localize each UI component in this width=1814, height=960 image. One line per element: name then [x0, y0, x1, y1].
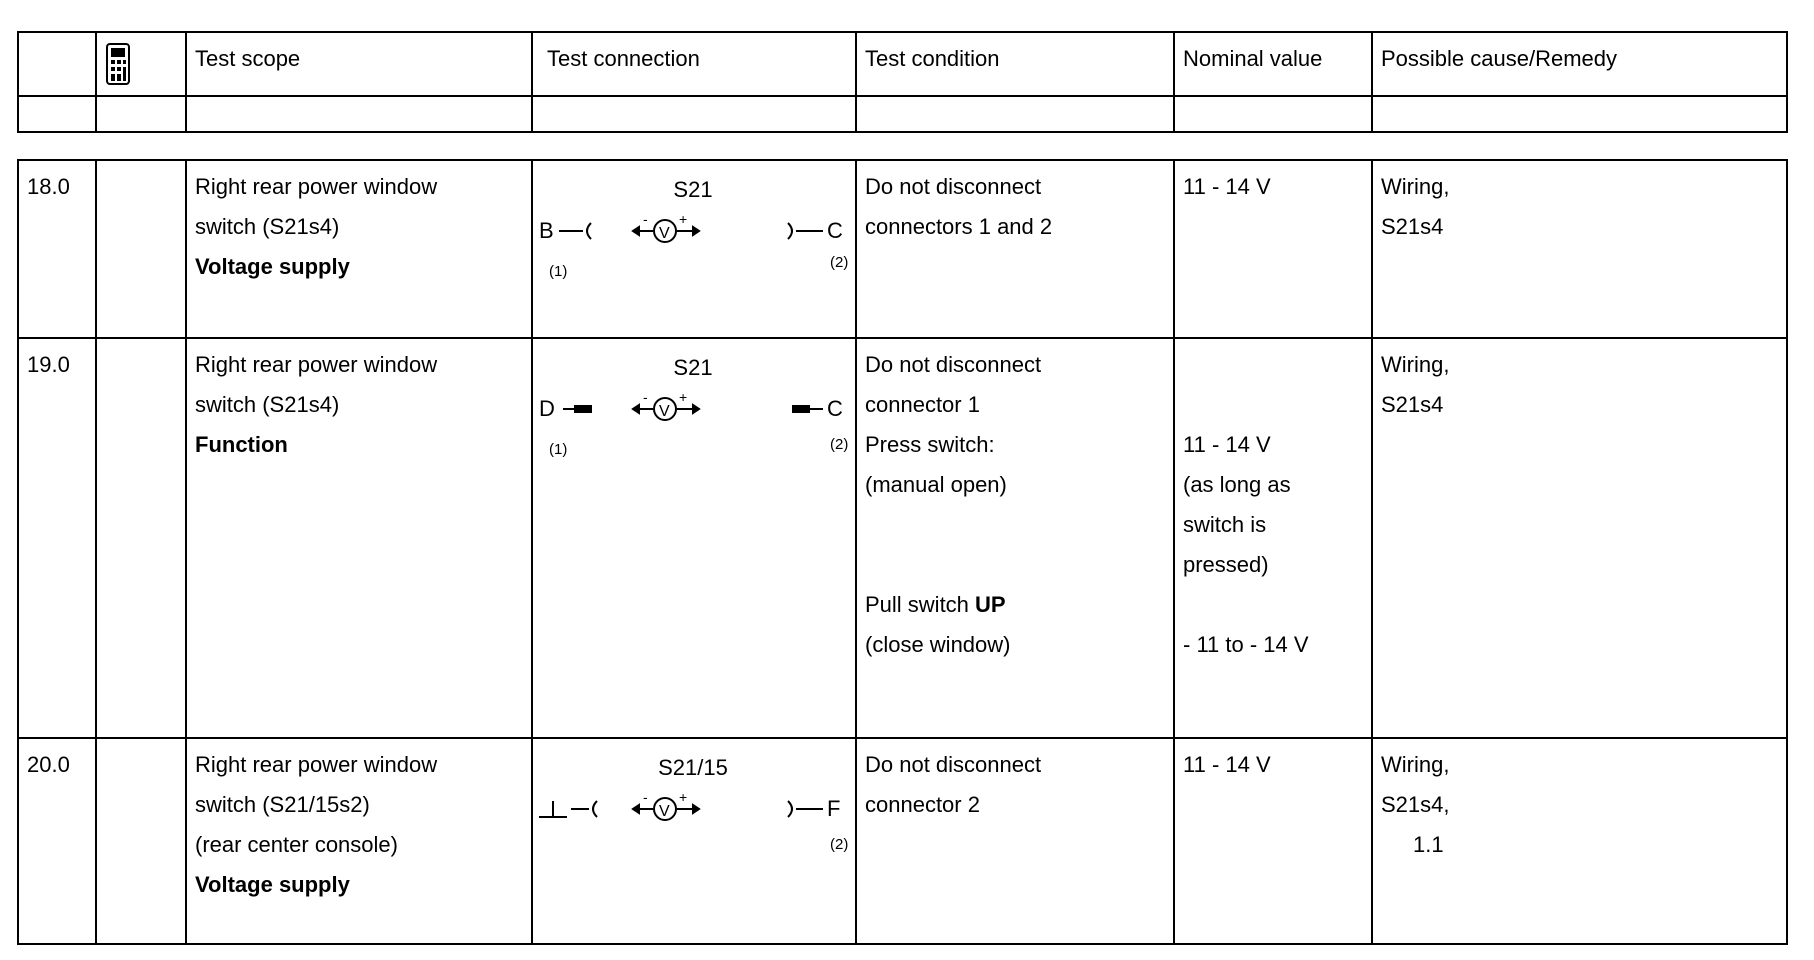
header-nominal-value: Nominal value	[1174, 32, 1372, 96]
svg-text:+: +	[679, 389, 688, 405]
right-connector-note: (2)	[830, 836, 849, 853]
header-spacer-row	[18, 96, 1787, 132]
blank-line	[865, 545, 1165, 585]
test-scope-cell	[186, 738, 532, 944]
table-row	[18, 338, 1787, 738]
header-test-condition: Test condition	[856, 32, 1174, 96]
step-number: 19.0	[18, 338, 96, 738]
component-label: S21	[673, 355, 713, 380]
svg-text:+: +	[679, 789, 688, 805]
connection-diagram	[533, 339, 855, 515]
component-label: S21	[673, 177, 713, 202]
cause-line: Wiring,	[1381, 752, 1450, 777]
right-pin-icon	[793, 406, 823, 412]
header-device-cell	[96, 32, 186, 96]
test-scope-cell	[186, 160, 532, 338]
test-connection-cell	[532, 160, 856, 338]
condition-line	[865, 585, 1165, 625]
left-pin-label: B	[539, 218, 554, 243]
test-scope-cell	[186, 338, 532, 738]
scope-line: Right rear power window	[195, 352, 438, 377]
component-label: S21/15	[658, 755, 728, 780]
header-test-scope: Test scope	[186, 32, 532, 96]
spacer-cell	[532, 96, 856, 132]
svg-text:-: -	[643, 789, 648, 805]
blank-line	[865, 505, 1165, 545]
cause-line: Wiring,	[1381, 352, 1450, 377]
test-condition-cell	[856, 160, 1174, 338]
blank-line	[1183, 585, 1363, 625]
scope-title: Function	[195, 432, 288, 457]
spacer-cell	[96, 96, 186, 132]
condition-line: connectors 1 and 2	[865, 214, 1053, 239]
possible-cause-cell	[1372, 160, 1787, 338]
nominal-line: pressed)	[1183, 552, 1269, 577]
scope-line: Right rear power window	[195, 752, 438, 777]
voltmeter-icon	[633, 211, 699, 242]
condition-line: (close window)	[865, 632, 1011, 657]
condition-line: connector 1	[865, 392, 980, 417]
table-row	[18, 738, 1787, 944]
right-connector-note: (2)	[830, 436, 849, 453]
cause-line: 1.1	[1413, 832, 1444, 857]
right-connector-note: (2)	[830, 254, 849, 271]
svg-text:-: -	[643, 389, 648, 405]
right-plug-icon	[788, 223, 823, 239]
nominal-line: 11 - 14 V	[1183, 432, 1271, 457]
right-pin-label: C	[827, 396, 843, 421]
nominal-value-cell	[1174, 338, 1372, 738]
nominal-value-cell	[1174, 738, 1372, 944]
header-step-cell	[18, 32, 96, 96]
scope-title: Voltage supply	[195, 872, 350, 897]
meter-label: V	[659, 403, 670, 420]
test-condition-cell	[856, 338, 1174, 738]
table-row	[18, 160, 1787, 338]
scope-line: switch (S21/15s2)	[195, 792, 370, 817]
header-test-connection: Test connection	[532, 32, 856, 96]
header-possible-cause: Possible cause/Remedy	[1372, 32, 1787, 96]
test-connection-cell	[532, 338, 856, 738]
left-socket-icon	[559, 223, 591, 239]
scope-line: switch (S21s4)	[195, 392, 340, 417]
condition-line: Do not disconnect	[865, 752, 1042, 777]
step-number: 18.0	[18, 160, 96, 338]
cause-line: Wiring,	[1381, 174, 1450, 199]
spacer-cell	[186, 96, 532, 132]
right-pin-label: C	[827, 218, 843, 243]
device-cell	[96, 160, 186, 338]
header-row	[18, 32, 1787, 96]
connection-diagram	[533, 161, 855, 337]
scope-line: switch (S21s4)	[195, 214, 340, 239]
scope-line: Right rear power window	[195, 174, 438, 199]
test-condition-cell	[856, 738, 1174, 944]
blank-line	[1183, 385, 1363, 425]
scope-title: Voltage supply	[195, 254, 350, 279]
blank-line	[1183, 345, 1363, 385]
spacer-cell	[856, 96, 1174, 132]
nominal-line: 11 - 14 V	[1183, 752, 1271, 777]
condition-line: Do not disconnect	[865, 352, 1042, 377]
right-plug-icon	[788, 801, 823, 817]
spacer-cell	[18, 96, 96, 132]
cause-line: S21s4,	[1381, 792, 1450, 817]
ground-icon	[539, 801, 567, 817]
header-table	[17, 31, 1788, 133]
condition-line: Do not disconnect	[865, 174, 1042, 199]
nominal-line: switch is	[1183, 512, 1267, 537]
svg-text:-: -	[643, 211, 648, 227]
test-steps-table	[17, 159, 1788, 945]
left-socket-icon	[571, 801, 597, 817]
nominal-value-cell	[1174, 160, 1372, 338]
test-connection-cell	[532, 738, 856, 944]
spacer-cell	[1174, 96, 1372, 132]
left-pin-icon	[563, 406, 591, 412]
voltmeter-icon	[633, 789, 699, 820]
voltmeter-icon	[633, 389, 699, 420]
condition-line: Press switch:	[865, 432, 995, 457]
nominal-line: 11 - 14 V	[1183, 174, 1271, 199]
condition-line: (manual open)	[865, 472, 1007, 497]
meter-label: V	[659, 803, 670, 820]
step-number: 20.0	[18, 738, 96, 944]
nominal-line: (as long as	[1183, 472, 1291, 497]
device-cell	[96, 338, 186, 738]
connection-diagram	[533, 739, 855, 915]
spacer-cell	[1372, 96, 1787, 132]
right-pin-label: F	[827, 796, 841, 821]
cause-line: S21s4	[1381, 214, 1444, 239]
scope-line: (rear center console)	[195, 832, 398, 857]
left-connector-note: (1)	[549, 263, 568, 280]
svg-text:+: +	[679, 211, 688, 227]
left-pin-label: D	[539, 396, 555, 421]
left-connector-note: (1)	[549, 441, 568, 458]
possible-cause-cell	[1372, 338, 1787, 738]
meter-label: V	[659, 225, 670, 242]
condition-emphasis: UP	[975, 592, 1006, 617]
multimeter-icon	[105, 43, 131, 85]
condition-prefix: Pull switch	[865, 592, 976, 617]
condition-line: connector 2	[865, 792, 980, 817]
nominal-line: - 11 to - 14 V	[1183, 632, 1309, 657]
device-cell	[96, 738, 186, 944]
cause-line: S21s4	[1381, 392, 1444, 417]
possible-cause-cell	[1372, 738, 1787, 944]
